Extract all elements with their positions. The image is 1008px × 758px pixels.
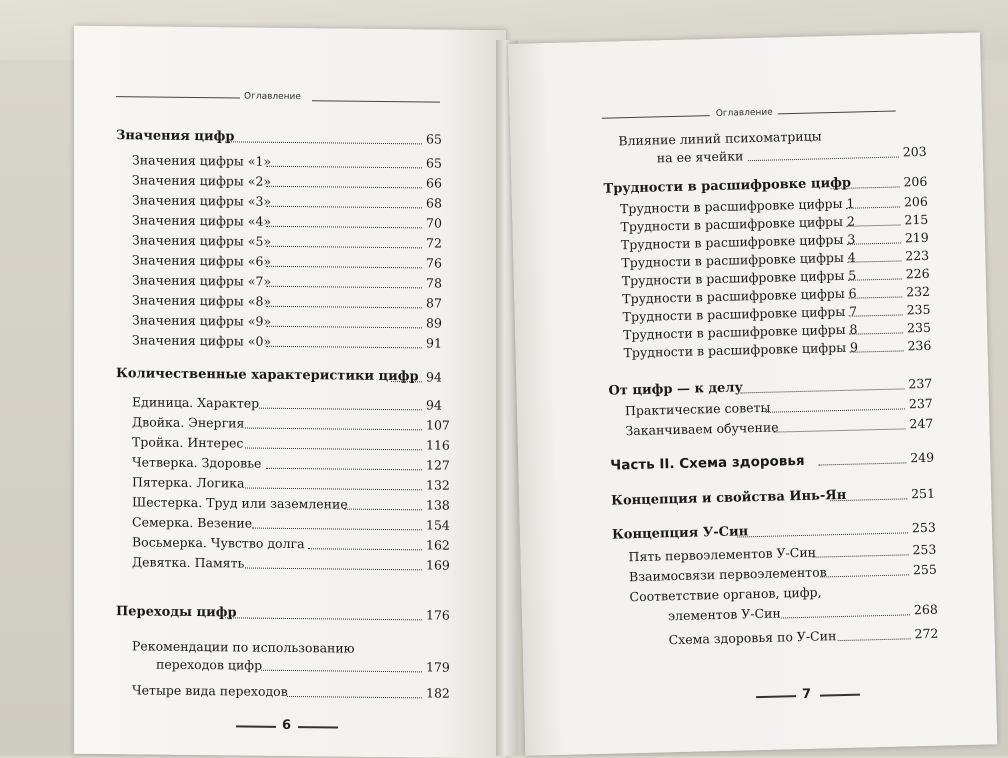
toc-entry-title: Значения цифр (116, 128, 235, 145)
toc-entry-title: Схема здоровья по У-Син (668, 628, 837, 648)
toc-entry-title: Пятерка. Логика (132, 474, 245, 491)
toc-entry-title: Часть II. Схема здоровья (610, 452, 805, 474)
toc-page-number: 206 (903, 193, 929, 210)
toc-entry-title: Практические советы (624, 399, 771, 419)
toc-leader-dots (245, 488, 423, 491)
toc-entry-title: Трудности в расшифровке цифры 1 (619, 195, 855, 217)
toc-page-number: 94 (426, 369, 442, 385)
header-rule-right (778, 111, 896, 115)
toc-page-number: 138 (426, 497, 450, 513)
toc-leader-dots (846, 206, 900, 208)
toc-leader-dots (259, 408, 422, 411)
toc-entry-title: Рекомендации по использованию (132, 638, 355, 656)
toc-leader-dots (225, 617, 422, 620)
toc-entry-title: Значения цифры «9» (132, 312, 272, 329)
toc-leader-dots (266, 306, 422, 309)
toc-page-number: 89 (426, 315, 442, 331)
toc-page-number: 235 (906, 301, 931, 318)
toc-entry-title: Количественные характеристики цифр (116, 366, 419, 385)
folio-rule-right (298, 726, 338, 728)
toc-leader-dots (818, 462, 906, 465)
folio-rule-left (756, 695, 796, 697)
toc-entry-title: Шестерка. Труд или заземление (132, 494, 348, 512)
toc-entry-title: От цифр — к делу (608, 380, 744, 399)
toc-entry-title: Значения цифры «4» (132, 212, 272, 229)
toc-page-number: 203 (902, 143, 927, 160)
toc-leader-dots (741, 388, 905, 393)
toc-page-number: 255 (912, 561, 938, 578)
toc-leader-dots (261, 670, 422, 673)
toc-leader-dots (748, 156, 899, 161)
toc-page-number: 179 (426, 659, 450, 675)
toc-page-number: 87 (426, 295, 442, 311)
toc-page-number: 226 (905, 265, 930, 282)
toc-entry-title: Заканчиваем обучение (625, 419, 779, 439)
toc-page-number: 162 (426, 537, 450, 553)
running-header: Оглавление (715, 107, 773, 119)
toc-page-number: 219 (904, 229, 929, 246)
toc-page-number: 223 (905, 247, 930, 264)
toc-page-number: 272 (914, 625, 939, 642)
toc-leader-dots (847, 224, 901, 226)
toc-entry-title: Взаимосвязи первоэлементов (628, 564, 827, 585)
toc-page-number: 268 (913, 601, 938, 618)
toc-entry-title: Концепция У-Син (611, 524, 749, 543)
toc-entry-title: Значения цифры «3» (132, 192, 272, 209)
toc-leader-dots (225, 141, 422, 144)
folio-rule-right (820, 694, 860, 696)
running-header: Оглавление (244, 91, 301, 103)
toc-entry-title: Трудности в расшифровке цифры 6 (622, 285, 857, 307)
toc-leader-dots (849, 332, 903, 334)
toc-page-number: 253 (912, 541, 937, 558)
toc-leader-dots (266, 246, 422, 249)
toc-entry-title: Трудности в расшифровке цифры 8 (622, 321, 858, 343)
toc-leader-dots (850, 350, 904, 352)
toc-entry-title: Трудности в расшифровке цифры 3 (620, 231, 856, 253)
toc-page-number: 249 (910, 449, 935, 466)
toc-leader-dots (774, 428, 906, 432)
toc-leader-dots (848, 260, 902, 262)
toc-leader-dots (737, 532, 908, 537)
toc-entry-title: Значения цифры «7» (132, 272, 272, 289)
toc-entry-title: Влияние линий психоматрицы (618, 128, 822, 149)
toc-leader-dots (287, 696, 422, 698)
toc-page-number: 236 (907, 337, 932, 354)
toc-entry-title: Трудности в расшифровке цифры 9 (623, 339, 859, 361)
toc-page-number: 169 (426, 557, 450, 573)
toc-entry-title: Семерка. Везение (132, 514, 253, 531)
toc-entry-title: Четверка. Здоровье (132, 454, 262, 471)
toc-entry-title: Значения цифры «5» (132, 232, 272, 249)
toc-page-number: 65 (426, 155, 442, 171)
toc-entry-title: Трудности в расшифровке цифры 7 (622, 303, 858, 325)
toc-entry-title: Концепция и свойства Инь-Ян (611, 487, 847, 509)
toc-page-number: 215 (904, 211, 929, 228)
toc-leader-dots (245, 568, 423, 571)
folio-rule-left (236, 725, 276, 727)
toc-page-number: 65 (426, 131, 442, 147)
toc-leader-dots (245, 428, 423, 431)
toc-leader-dots (766, 408, 905, 412)
toc-entry-title: Трудности в расшифровке цифры 2 (620, 213, 856, 235)
header-rule-left (602, 115, 710, 119)
toc-entry-title: Трудности в расшифровке цифр (603, 175, 852, 197)
toc-page-number: 70 (426, 215, 442, 231)
toc-page-number: 235 (906, 319, 932, 336)
toc-leader-dots (849, 314, 903, 316)
toc-page-number: 182 (426, 685, 450, 701)
toc-entry-title: Трудности в расшифровке цифры 4 (621, 249, 856, 271)
toc-leader-dots (252, 528, 422, 531)
toc-leader-dots (266, 226, 422, 229)
right-page (508, 32, 997, 755)
toc-entry-title: Восьмерка. Чувство долга (132, 534, 305, 552)
toc-entry-title: Значения цифры «1» (132, 152, 272, 169)
toc-leader-dots (266, 346, 422, 349)
toc-leader-dots (847, 242, 901, 244)
toc-entry-title: переходов цифр (156, 656, 263, 673)
toc-page-number: 247 (909, 415, 934, 432)
page-number: 7 (801, 686, 812, 703)
toc-page-number: 107 (426, 417, 450, 433)
header-rule-right (312, 100, 440, 102)
toc-page-number: 132 (426, 477, 450, 493)
toc-entry-title: Переходы цифр (116, 604, 237, 621)
toc-leader-dots (781, 614, 910, 618)
toc-page-number: 94 (426, 397, 442, 413)
left-page (74, 26, 506, 758)
toc-page-number: 78 (426, 275, 442, 291)
toc-leader-dots (266, 266, 422, 269)
toc-page-number: 91 (426, 335, 442, 351)
toc-entry-title: Значения цифры «6» (132, 252, 272, 269)
toc-page-number: 232 (905, 283, 931, 300)
toc-entry-title: Двойка. Энергия (132, 414, 245, 431)
toc-leader-dots (266, 326, 422, 329)
toc-page-number: 66 (426, 175, 442, 191)
toc-entry-title: Значения цифры «8» (132, 292, 272, 309)
toc-entry-title: Пять первоэлементов У-Син (628, 544, 817, 565)
toc-page-number: 237 (908, 395, 933, 412)
toc-leader-dots (266, 206, 422, 209)
page-number: 6 (282, 717, 292, 734)
toc-leader-dots (344, 509, 422, 511)
toc-page-number: 154 (426, 517, 450, 533)
toc-leader-dots (266, 286, 422, 289)
toc-entry-title: Значения цифры «2» (132, 172, 272, 189)
toc-leader-dots (812, 554, 908, 557)
toc-leader-dots (245, 448, 423, 451)
toc-entry-title: Единица. Характер (132, 394, 260, 411)
toc-entry-title: Трудности в расшифровке цифры 5 (621, 267, 857, 289)
toc-page-number: 251 (910, 485, 936, 502)
toc-leader-dots (848, 296, 902, 298)
toc-entry-title: Девятка. Память (132, 554, 245, 571)
toc-page-number: 127 (426, 457, 450, 473)
toc-page-number: 68 (426, 195, 442, 211)
toc-leader-dots (820, 574, 909, 577)
toc-page-number: 76 (426, 255, 442, 271)
toc-page-number: 176 (426, 607, 450, 623)
toc-leader-dots (848, 278, 902, 280)
toc-entry-title: Четыре вида переходов (132, 682, 288, 699)
toc-page-number: 72 (426, 235, 442, 251)
toc-entry-title: Тройка. Интерес (132, 434, 244, 451)
header-rule-left (116, 96, 240, 98)
toc-leader-dots (266, 186, 422, 189)
toc-leader-dots (266, 468, 422, 471)
toc-entry-title: элементов У-Син (667, 605, 781, 624)
toc-leader-dots (308, 548, 422, 550)
toc-leader-dots (266, 166, 422, 169)
toc-leader-dots (838, 638, 911, 641)
toc-entry-title: на ее ячейки (656, 148, 744, 166)
toc-entry-title: Соответствие органов, цифр, (629, 584, 822, 605)
toc-page-number: 237 (908, 375, 933, 392)
toc-entry-title: Значения цифры «0» (132, 332, 272, 349)
toc-page-number: 206 (903, 173, 928, 190)
toc-page-number: 116 (426, 437, 450, 453)
toc-page-number: 253 (911, 519, 936, 536)
